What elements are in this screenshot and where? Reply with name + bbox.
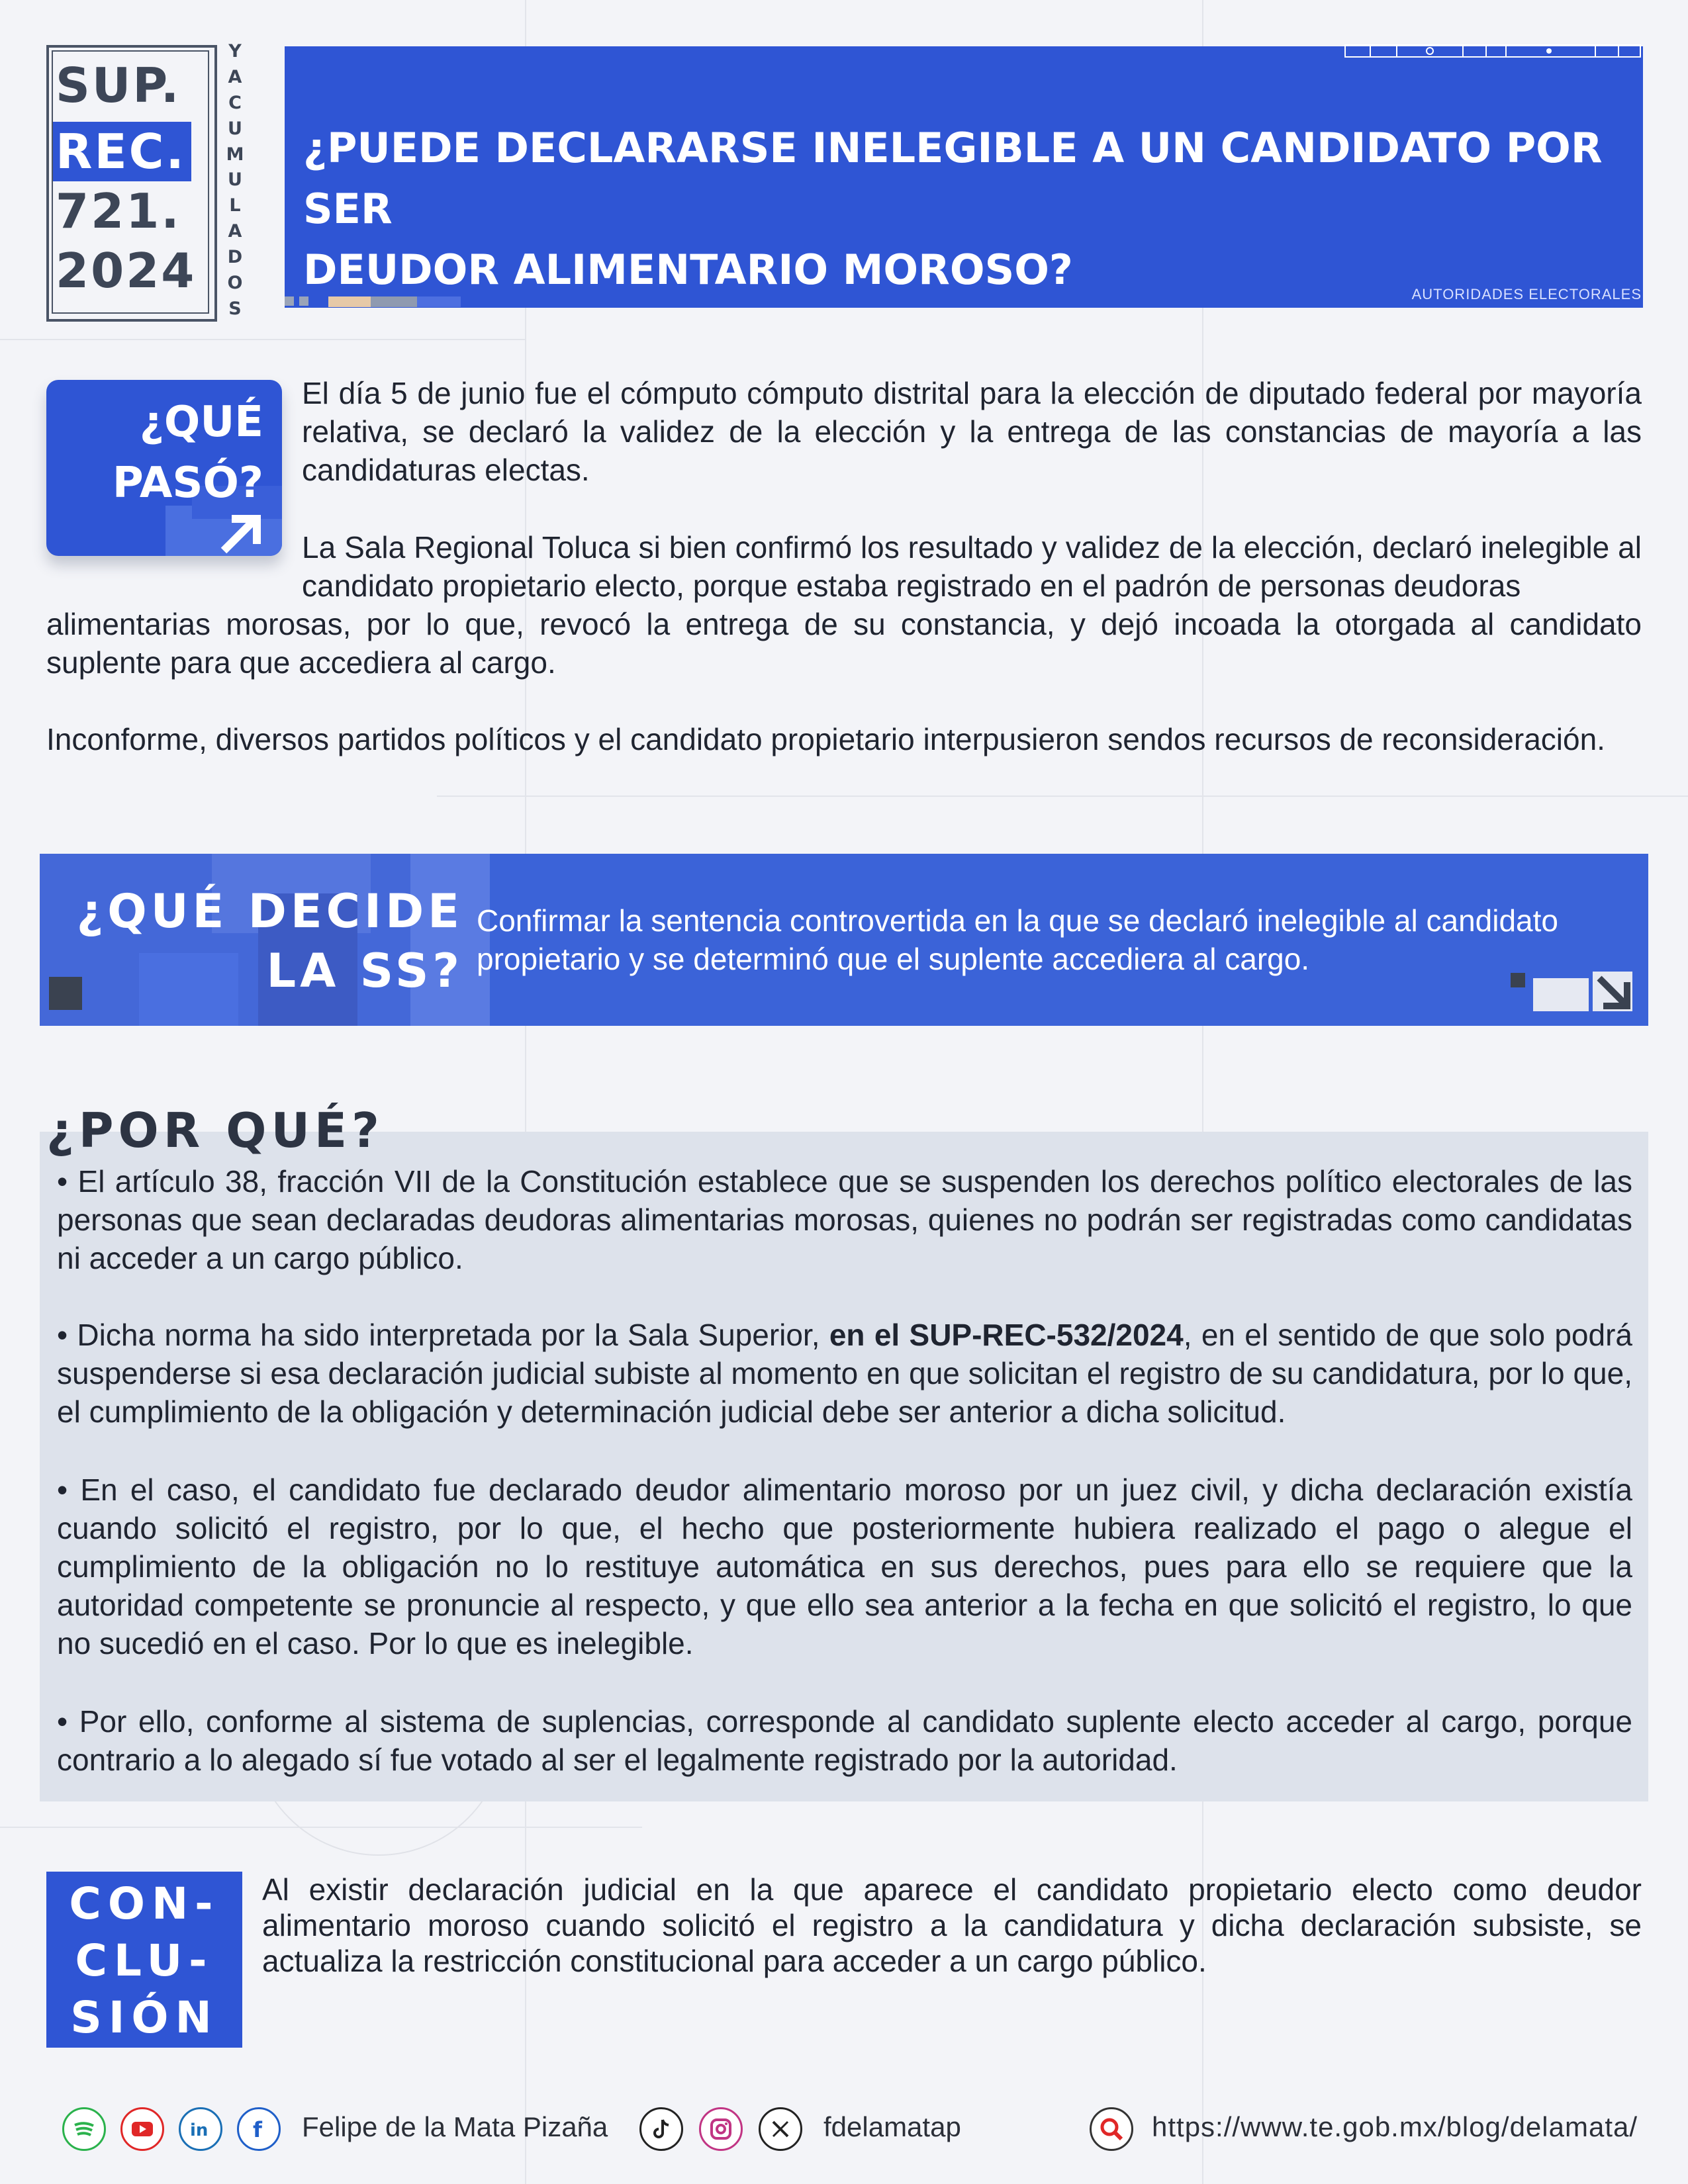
que-paso-paragraph-3: Inconforme, diversos partidos políticos y el candidato propietario interpusieron sendos recursos de reconsideración. xyxy=(46,722,1605,756)
vertical-letter: D xyxy=(227,247,243,268)
heading-line: CLU- xyxy=(75,1935,214,1986)
que-paso-paragraph-2a: La Sala Regional Toluca si bien confirmó los resultado y validez de la elección, declaró inelegible al candidato propietario electo, porque estaba registrado en el padrón de personas deudoras xyxy=(302,530,1642,603)
heading-line: SIÓN xyxy=(70,1992,218,2043)
youtube-icon[interactable] xyxy=(120,2107,164,2151)
author-name: Felipe de la Mata Pizaña xyxy=(302,2111,608,2142)
page-title xyxy=(303,118,1627,300)
grid-line xyxy=(525,0,526,2184)
decorative-bar xyxy=(328,296,371,307)
conclusion-card xyxy=(46,1872,242,2048)
por-que-item: • En el caso, el candidato fue declarado deudor alimentario moroso por un juez civil, y dicha declaración existía cuando solicitó el registro, por lo que, el hecho que posteriormente hubiera realizado el pago o alegue el cumplimiento de la obligación no lo restituye automática en sus derechos, pues para ello se requiere que la autoridad competente se pronuncie al respecto, y que ello sea anterior a la fecha en que solicitó el registro, lo que no sucedió en el caso. Por lo que es inelegible. xyxy=(57,1473,1632,1661)
arrow-up-right-icon xyxy=(220,515,262,555)
que-decide-band xyxy=(40,854,1648,1026)
vertical-letter: M xyxy=(226,144,244,165)
page-title-line: DEUDOR ALIMENTARIO MOROSO? xyxy=(303,246,1073,294)
que-paso-paragraph-1: El día 5 de junio fue el cómputo cómputo distrital para la elección de diputado federal por mayoría relativa, se declaró la validez de la elección y la entrega de las constancias de mayoría a las candidaturas electas. xyxy=(302,376,1642,487)
vertical-letter: O xyxy=(227,273,243,294)
grid-line xyxy=(1202,0,1203,2184)
vertical-label xyxy=(220,41,250,319)
heading-line: PASÓ? xyxy=(112,459,263,508)
grid-line xyxy=(437,796,1688,797)
heading-line: LA SS? xyxy=(266,944,463,998)
case-id-line: 2024 xyxy=(56,243,197,298)
case-id-line: SUP. xyxy=(56,58,181,113)
case-reference: en el SUP-REC-532/2024 xyxy=(829,1318,1184,1352)
heading-line: ¿QUÉ DECIDE xyxy=(76,884,463,938)
decorative-square xyxy=(1511,973,1525,987)
vertical-letter: S xyxy=(228,298,242,319)
que-paso-heading xyxy=(113,392,263,514)
case-id-line-highlight: REC. xyxy=(53,122,191,181)
vertical-letter: U xyxy=(228,118,242,139)
text-run: , en el sentido de que solo podrá suspenderse si esa declaración judicial subiste al momento en que solicitan el registro de su candidatura, por lo que, el cumplimiento de la obligación y determinación judicial debe ser anterior a dicha solicitud. xyxy=(57,1318,1632,1429)
heading-line: ¿QUÉ xyxy=(139,398,263,447)
grid-line xyxy=(0,339,525,340)
que-decide-heading xyxy=(66,882,463,1001)
ruler-decoration xyxy=(1344,44,1642,60)
que-paso-card xyxy=(46,380,282,556)
svg-text:f: f xyxy=(253,2117,262,2142)
vertical-letter: A xyxy=(228,221,242,242)
decorative-bar xyxy=(371,296,417,307)
facebook-icon[interactable] xyxy=(237,2107,281,2151)
vertical-letter: Y xyxy=(228,41,242,62)
decorative-square xyxy=(299,296,308,306)
x-icon[interactable] xyxy=(759,2107,802,2151)
search-icon[interactable] xyxy=(1090,2107,1133,2151)
arrow-down-right-icon xyxy=(1593,972,1632,1011)
vertical-letter: U xyxy=(228,169,242,191)
por-que-item xyxy=(57,1316,1632,1431)
spotify-icon[interactable] xyxy=(62,2107,106,2151)
conclusion-heading xyxy=(46,1876,242,2046)
que-decide-text: Confirmar la sentencia controvertida en la que se declaró inelegible al candidato propietario y se determinó que el suplente accediera al cargo. xyxy=(477,903,1558,976)
category-tag: AUTORIDADES ELECTORALES xyxy=(1411,286,1642,302)
vertical-letter: C xyxy=(228,92,242,113)
vertical-letter: A xyxy=(228,66,242,87)
case-id-line: 721. xyxy=(56,183,181,239)
social-handle: fdelamatap xyxy=(823,2111,961,2142)
por-que-item: • Por ello, conforme al sistema de suplencias, corresponde al candidato suplente electo acceder al cargo, porque contrario a lo alegado sí fue votado al ser el legalmente registrado por la autoridad. xyxy=(57,1704,1632,1777)
linkedin-icon[interactable] xyxy=(179,2107,222,2151)
blog-url-link[interactable]: https://www.te.gob.mx/blog/delamata/ xyxy=(1152,2111,1638,2142)
text-run: • Dicha norma ha sido interpretada por la Sala Superior, xyxy=(57,1318,829,1352)
por-que-item: • El artículo 38, fracción VII de la Constitución establece que se suspenden los derechos político electorales de las personas que sean declaradas deudoras alimentarias morosas, quienes no podrán ser registradas como candidatas ni acceder a un cargo público. xyxy=(57,1164,1632,1275)
que-paso-paragraph-2b: alimentarias morosas, por lo que, revocó la entrega de su constancia, y dejó incoada la otorgada al candidato suplente para que accediera al cargo. xyxy=(46,607,1642,680)
conclusion-text: Al existir declaración judicial en la que aparece el candidato propietario electo como deudor alimentario moroso cuando solicitó el registro a la candidatura y dicha declaración subsiste, se actualiza la restricción constitucional para acceder a un cargo público. xyxy=(262,1872,1642,1978)
svg-text:in: in xyxy=(190,2120,209,2140)
por-que-heading: ¿POR QUÉ? xyxy=(46,1103,384,1158)
instagram-icon[interactable] xyxy=(699,2107,743,2151)
vertical-letter: L xyxy=(229,195,241,216)
heading-line: CON- xyxy=(69,1878,220,1929)
decorative-square xyxy=(285,296,294,306)
tiktok-icon[interactable] xyxy=(639,2107,683,2151)
page-title-line: ¿PUEDE DECLARARSE INELEGIBLE A UN CANDIDATO POR SER xyxy=(303,124,1603,233)
decorative-bar xyxy=(417,296,461,307)
decorative-block xyxy=(1533,978,1589,1011)
